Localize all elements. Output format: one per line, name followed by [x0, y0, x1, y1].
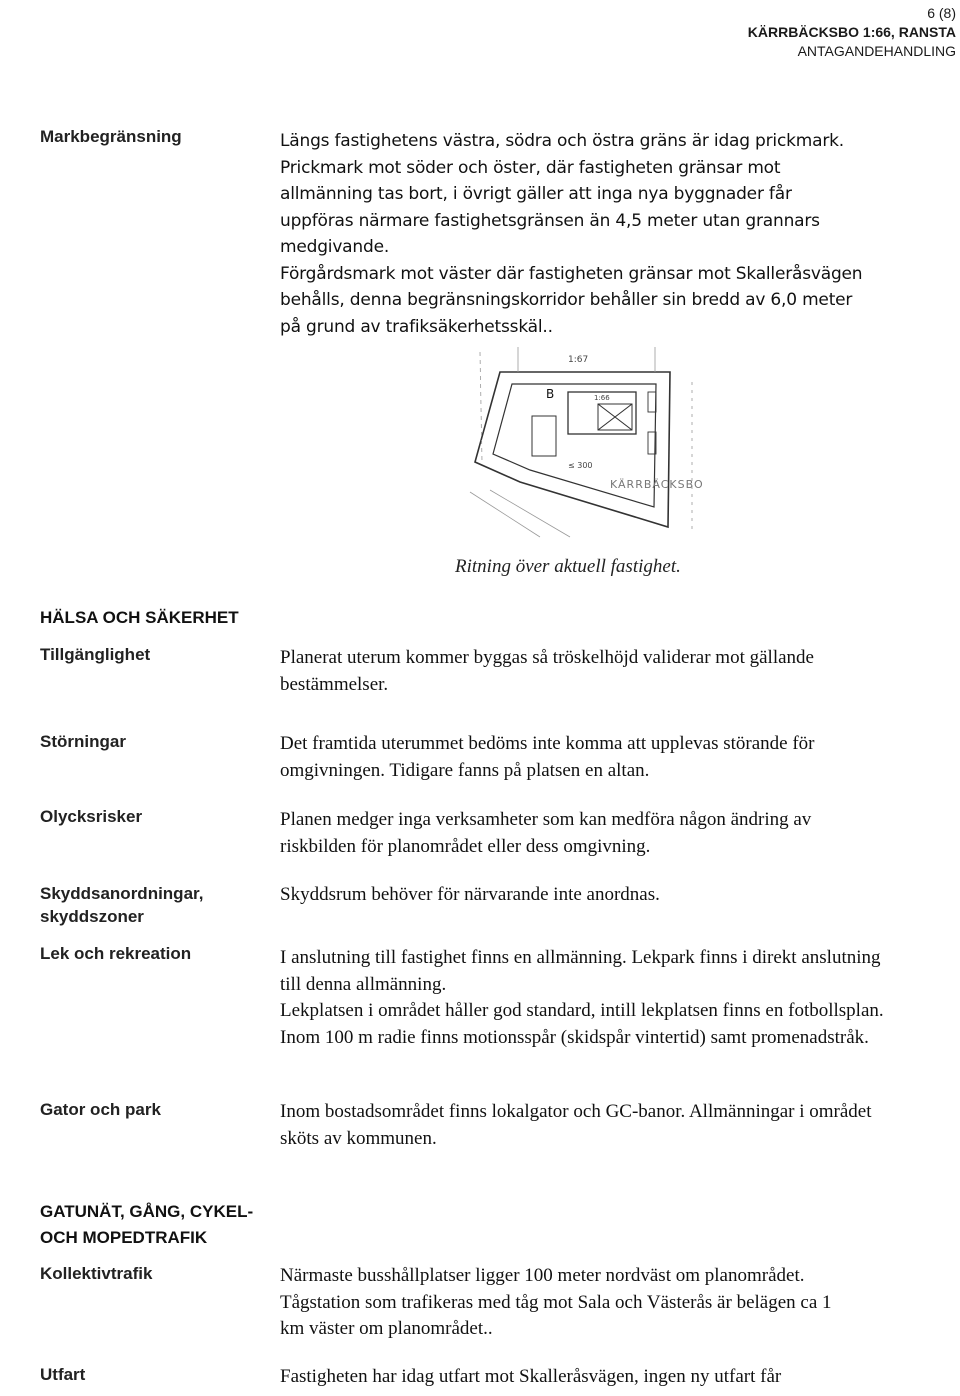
paragraph: Lekplatsen i området håller god standard, intill lekplatsen finns en fotbollsplan. Inom 100 m radie finns motionsspår (skidspår vintertid) samt promenadstråk.: [280, 1000, 884, 1048]
label-kollektivtrafik: Kollektivtrafik: [40, 1264, 153, 1283]
label-area: ≤ 300: [568, 461, 593, 470]
label-gator-och-park: Gator och park: [40, 1100, 161, 1119]
edge-detail: [648, 392, 656, 412]
text-skyddsanordningar: Skyddsrum behöver för närvarande inte anordnas.: [280, 884, 660, 905]
label-top: 1:67: [568, 355, 589, 365]
building-cross: [598, 404, 632, 430]
text-utfart: Fastigheten har idag utfart mot Skalleråsvägen, ingen ny utfart får: [280, 1366, 782, 1387]
section-title-halsa: HÄLSA OCH SÄKERHET: [40, 608, 239, 627]
text-storningar: Det framtida uterummet bedöms inte komma att upplevas störande för omgivningen. Tidigare fanns på platsen en altan.: [280, 733, 815, 781]
label-olycksrisker: Olycksrisker: [40, 807, 143, 826]
label-storningar: Störningar: [40, 732, 126, 751]
page-header: [748, 4, 956, 61]
text-olycksrisker: Planen medger inga verksamheter som kan medföra någon ändring av riskbilden för planområdet eller dess omgivning.: [280, 809, 812, 857]
document-status: ANTAGANDEHANDLING: [797, 43, 956, 59]
label-utfart: Utfart: [40, 1365, 86, 1384]
text-tillganglighet: Planerat uterum kommer byggas så tröskelhöjd validerar mot gällande bestämmelser.: [280, 647, 814, 695]
document-title: KÄRRBÄCKSBO 1:66, RANSTA: [747, 24, 956, 40]
section-title-trafik: GATUNÄT, GÅNG, CYKEL- OCH MOPEDTRAFIK: [40, 1202, 254, 1247]
label-lek-och-rekreation: Lek och rekreation: [40, 944, 192, 963]
label-tillganglighet: Tillgänglighet: [40, 645, 151, 664]
road-line: [490, 490, 570, 537]
property-drawing: [460, 342, 710, 542]
drawing-caption: Ritning över aktuell fastighet.: [455, 556, 681, 577]
label-markbegransning: Markbegränsning: [40, 127, 182, 146]
text-gator-och-park: Inom bostadsområdet finns lokalgator och GC-banor. Allmänningar i området sköts av kommunen.: [280, 1101, 872, 1149]
label-inner: 1:66: [594, 394, 610, 402]
label-skyddsanordningar: Skyddsanordningar, skyddszoner: [40, 884, 204, 926]
property-boundary: [475, 372, 670, 527]
text-kollektivtrafik: Närmaste busshållplatser ligger 100 meter nordväst om planområdet. Tågstation som trafikeras med tåg mot Sala och Västerås är belägen ca 1 km väster om planområdet..: [280, 1265, 832, 1339]
label-b: B: [546, 387, 555, 401]
text-lek-och-rekreation: [280, 945, 885, 1051]
page-number: 6 (8): [927, 5, 956, 21]
paragraph: Förgårdsmark mot väster där fastigheten gränsar mot Skalleråsvägen behålls, denna begränsningskorridor behåller sin bredd av 6,0 meter på grund av trafiksäkerhetsskäl..: [280, 263, 863, 337]
shed: [532, 416, 556, 456]
paragraph: I anslutning till fastighet finns en allmänning. Lekpark finns i direkt anslutning till denna allmänning.: [280, 947, 881, 995]
label-name: KÄRRBÄCKSBO: [610, 478, 704, 491]
paragraph: Längs fastighetens västra, södra och östra gräns är idag prickmark. Prickmark mot söder och öster, där fastigheten gränsar mot allmänning tas bort, i övrigt gäller att inga nya byggnader får uppföras närmare fastighetsgränsen än 4,5 meter utan grannars medgivande.: [280, 131, 844, 257]
markbegransning-text: [280, 128, 870, 340]
